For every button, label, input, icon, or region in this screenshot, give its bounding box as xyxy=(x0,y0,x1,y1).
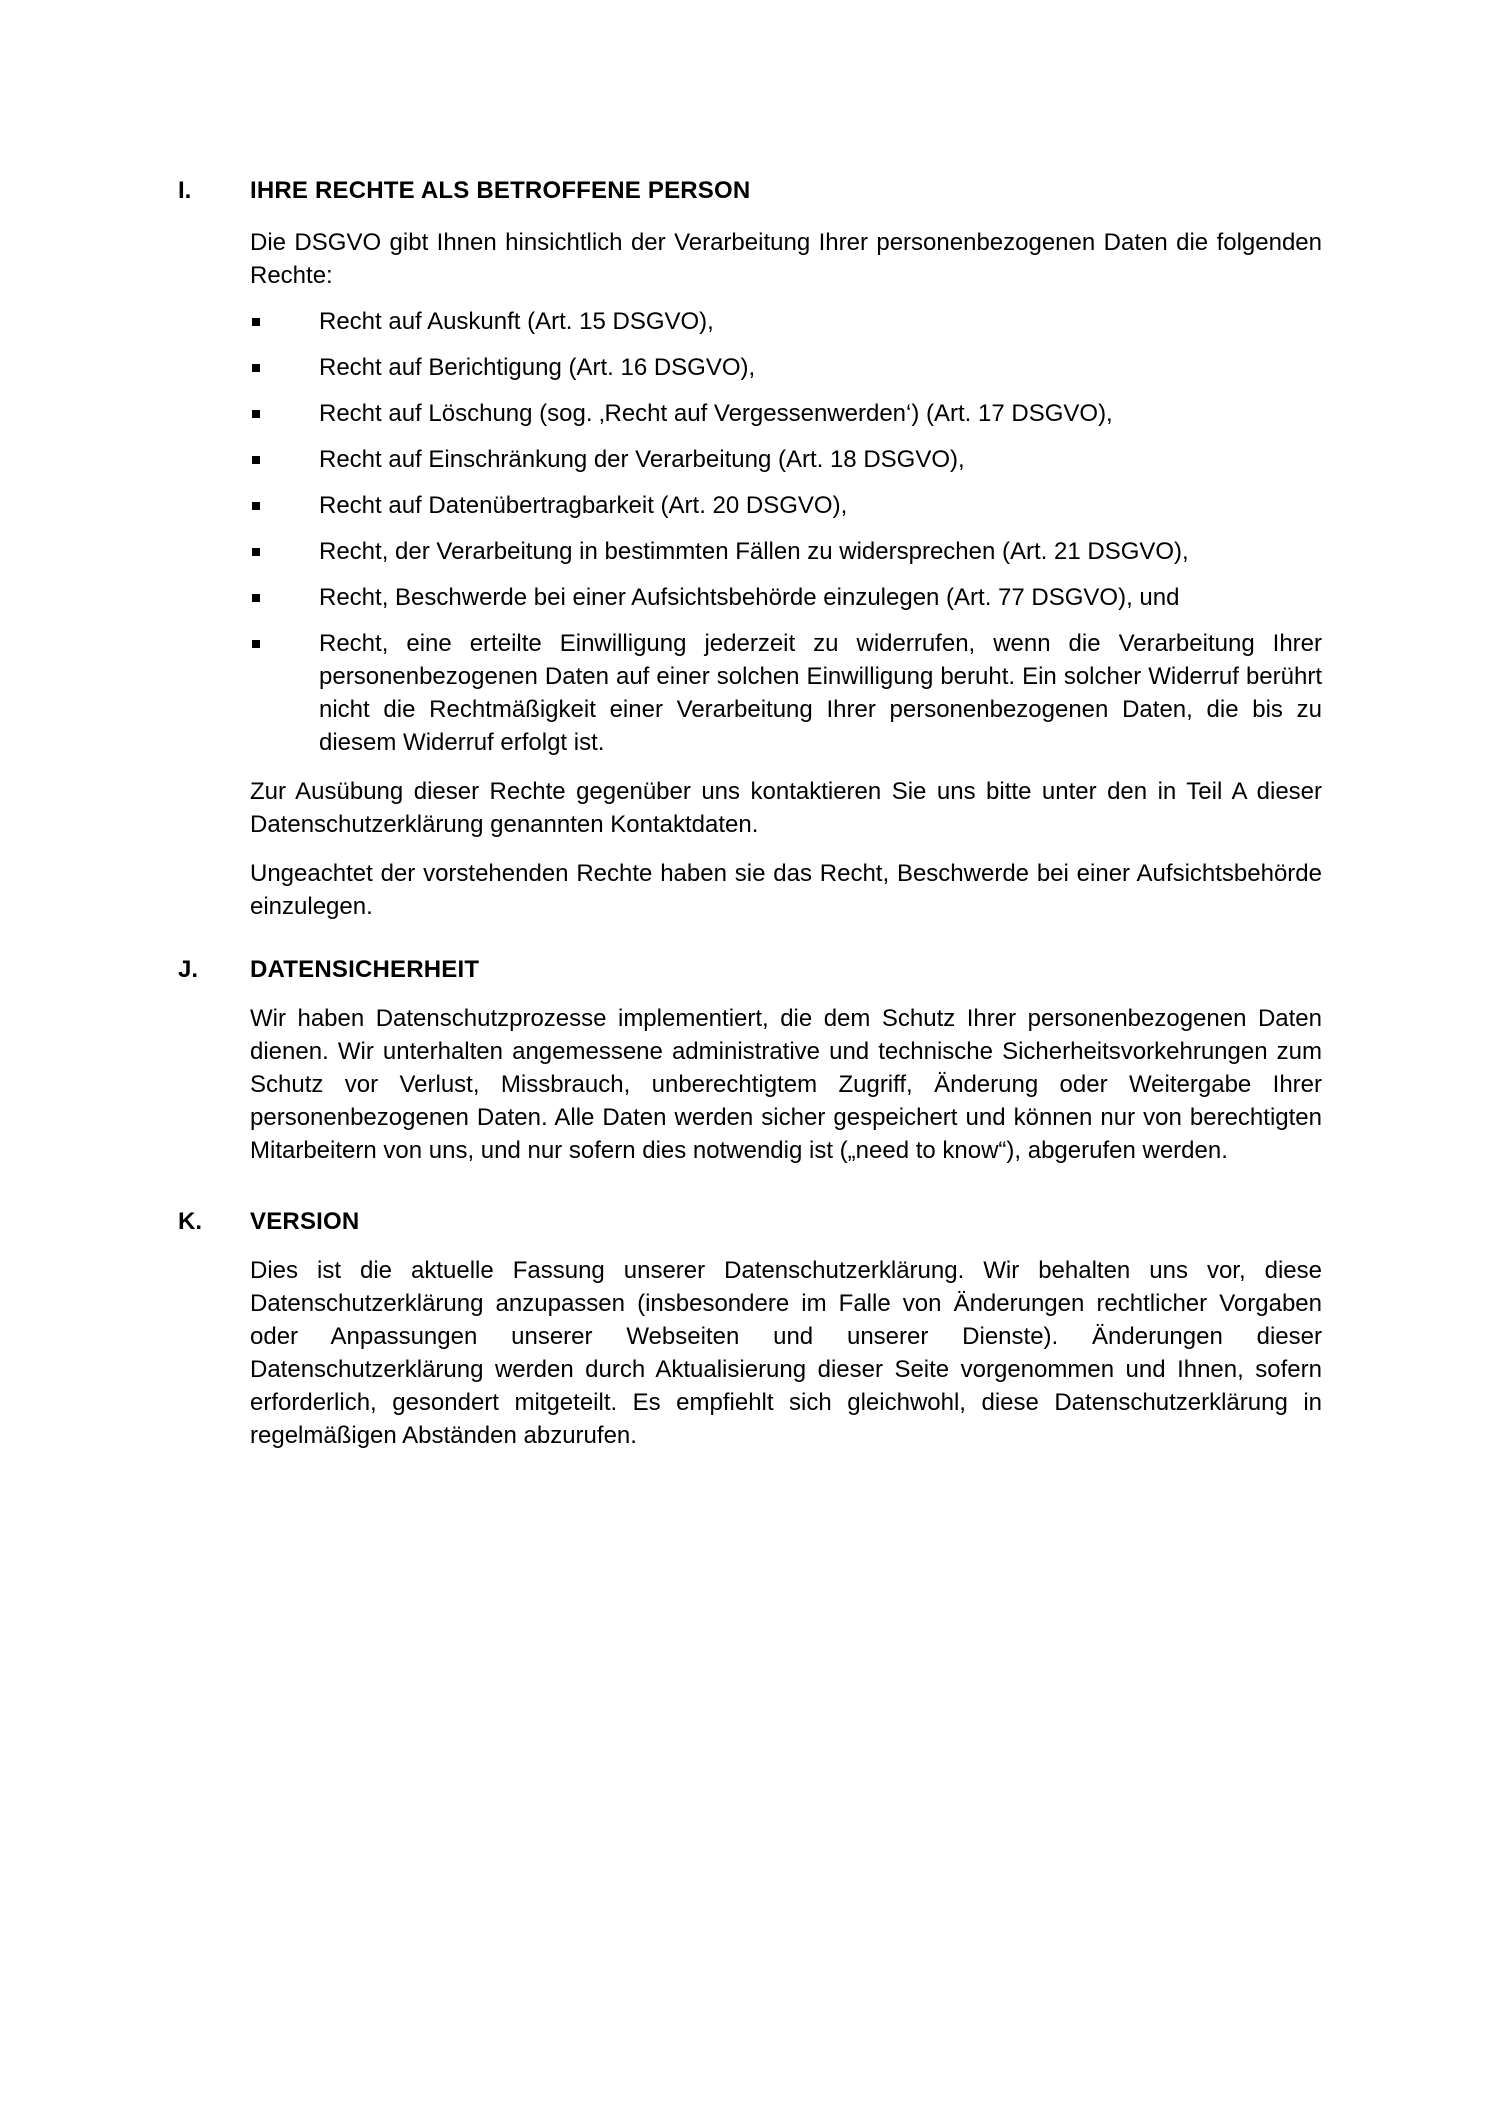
section-letter: J. xyxy=(178,956,199,983)
section-heading xyxy=(178,953,1323,987)
complaint-paragraph: Ungeachtet der vorstehenden Rechte haben sie das Recht, Beschwerde bei einer Aufsichtsbehörde einzulegen. xyxy=(250,860,1322,920)
list-item-text: Recht, der Verarbeitung in bestimmten Fällen zu widersprechen (Art. 21 DSGVO), xyxy=(319,538,1189,565)
bullet-icon xyxy=(252,456,260,464)
bullet-icon xyxy=(252,410,260,418)
list-item-text: Recht, eine erteilte Einwilligung jederzeit zu widerrufen, wenn die Verarbeitung Ihrer personenbezogenen Daten auf einer solchen Einwilligung beruht. Ein solcher Widerruf berührt nicht die Rechtmäßigkeit einer Verarbeitung Ihrer personenbezogenen Daten, die bis zu diesem Widerruf erfolgt ist. xyxy=(319,630,1322,756)
section-rights xyxy=(178,174,1323,923)
section-body xyxy=(250,1254,1322,1452)
list-item xyxy=(250,397,1322,430)
section-heading xyxy=(178,174,1323,208)
bullet-icon xyxy=(252,640,260,648)
bullet-icon xyxy=(252,364,260,372)
section-heading xyxy=(178,1205,1323,1239)
list-item-text: Recht auf Datenübertragbarkeit (Art. 20 DSGVO), xyxy=(319,492,848,519)
list-item xyxy=(250,305,1322,338)
list-item xyxy=(250,351,1322,384)
intro-paragraph: Die DSGVO gibt Ihnen hinsichtlich der Verarbeitung Ihrer personenbezogenen Daten die folgenden Rechte: xyxy=(250,229,1322,289)
list-item xyxy=(250,581,1322,614)
list-item-text: Recht auf Auskunft (Art. 15 DSGVO), xyxy=(319,308,714,335)
section-body xyxy=(250,1002,1322,1167)
section-letter: K. xyxy=(178,1208,202,1235)
security-paragraph: Wir haben Datenschutzprozesse implementiert, die dem Schutz Ihrer personenbezogenen Daten dienen. Wir unterhalten angemessene administrative und technische Sicherheitsvorkehrungen zum Schutz vor Verlust, Missbrauch, unberechtigtem Zugriff, Änderung oder Weitergabe Ihrer personenbezogenen Daten. Alle Daten werden sicher gespeichert und können nur von berechtigten Mitarbeitern von uns, und nur sofern dies notwendig ist („need to know“), abgerufen werden. xyxy=(250,1005,1322,1164)
bullet-icon xyxy=(252,594,260,602)
bullet-icon xyxy=(252,318,260,326)
version-paragraph: Dies ist die aktuelle Fassung unserer Datenschutzerklärung. Wir behalten uns vor, diese Datenschutzerklärung anzupassen (insbesondere im Falle von Änderungen rechtlicher Vorgaben oder Anpassungen unserer Webseiten und unserer Dienste). Änderungen dieser Datenschutzerklärung werden durch Aktualisierung dieser Seite vorgenommen und Ihnen, sofern erforderlich, gesondert mitgeteilt. Es empfiehlt sich gleichwohl, diese Datenschutzerklärung in regelmäßigen Abständen abzurufen. xyxy=(250,1257,1322,1449)
section-title: IHRE RECHTE ALS BETROFFENE PERSON xyxy=(250,177,751,204)
list-item xyxy=(250,443,1322,476)
rights-list xyxy=(250,305,1322,759)
list-item-text: Recht, Beschwerde bei einer Aufsichtsbehörde einzulegen (Art. 77 DSGVO), und xyxy=(319,584,1180,611)
bullet-icon xyxy=(252,502,260,510)
list-item xyxy=(250,535,1322,568)
bullet-icon xyxy=(252,548,260,556)
list-item xyxy=(250,627,1322,759)
list-item xyxy=(250,489,1322,522)
contact-paragraph: Zur Ausübung dieser Rechte gegenüber uns kontaktieren Sie uns bitte unter den in Teil A dieser Datenschutzerklärung genannten Kontaktdaten. xyxy=(250,778,1322,838)
list-item-text: Recht auf Löschung (sog. ‚Recht auf Vergessenwerden‘) (Art. 17 DSGVO), xyxy=(319,400,1113,427)
section-title: VERSION xyxy=(250,1208,360,1235)
section-data-security xyxy=(178,953,1323,1167)
list-item-text: Recht auf Berichtigung (Art. 16 DSGVO), xyxy=(319,354,756,381)
list-item-text: Recht auf Einschränkung der Verarbeitung (Art. 18 DSGVO), xyxy=(319,446,965,473)
section-body xyxy=(250,226,1322,923)
section-title: DATENSICHERHEIT xyxy=(250,956,480,983)
section-letter: I. xyxy=(178,177,192,204)
section-version xyxy=(178,1205,1323,1452)
